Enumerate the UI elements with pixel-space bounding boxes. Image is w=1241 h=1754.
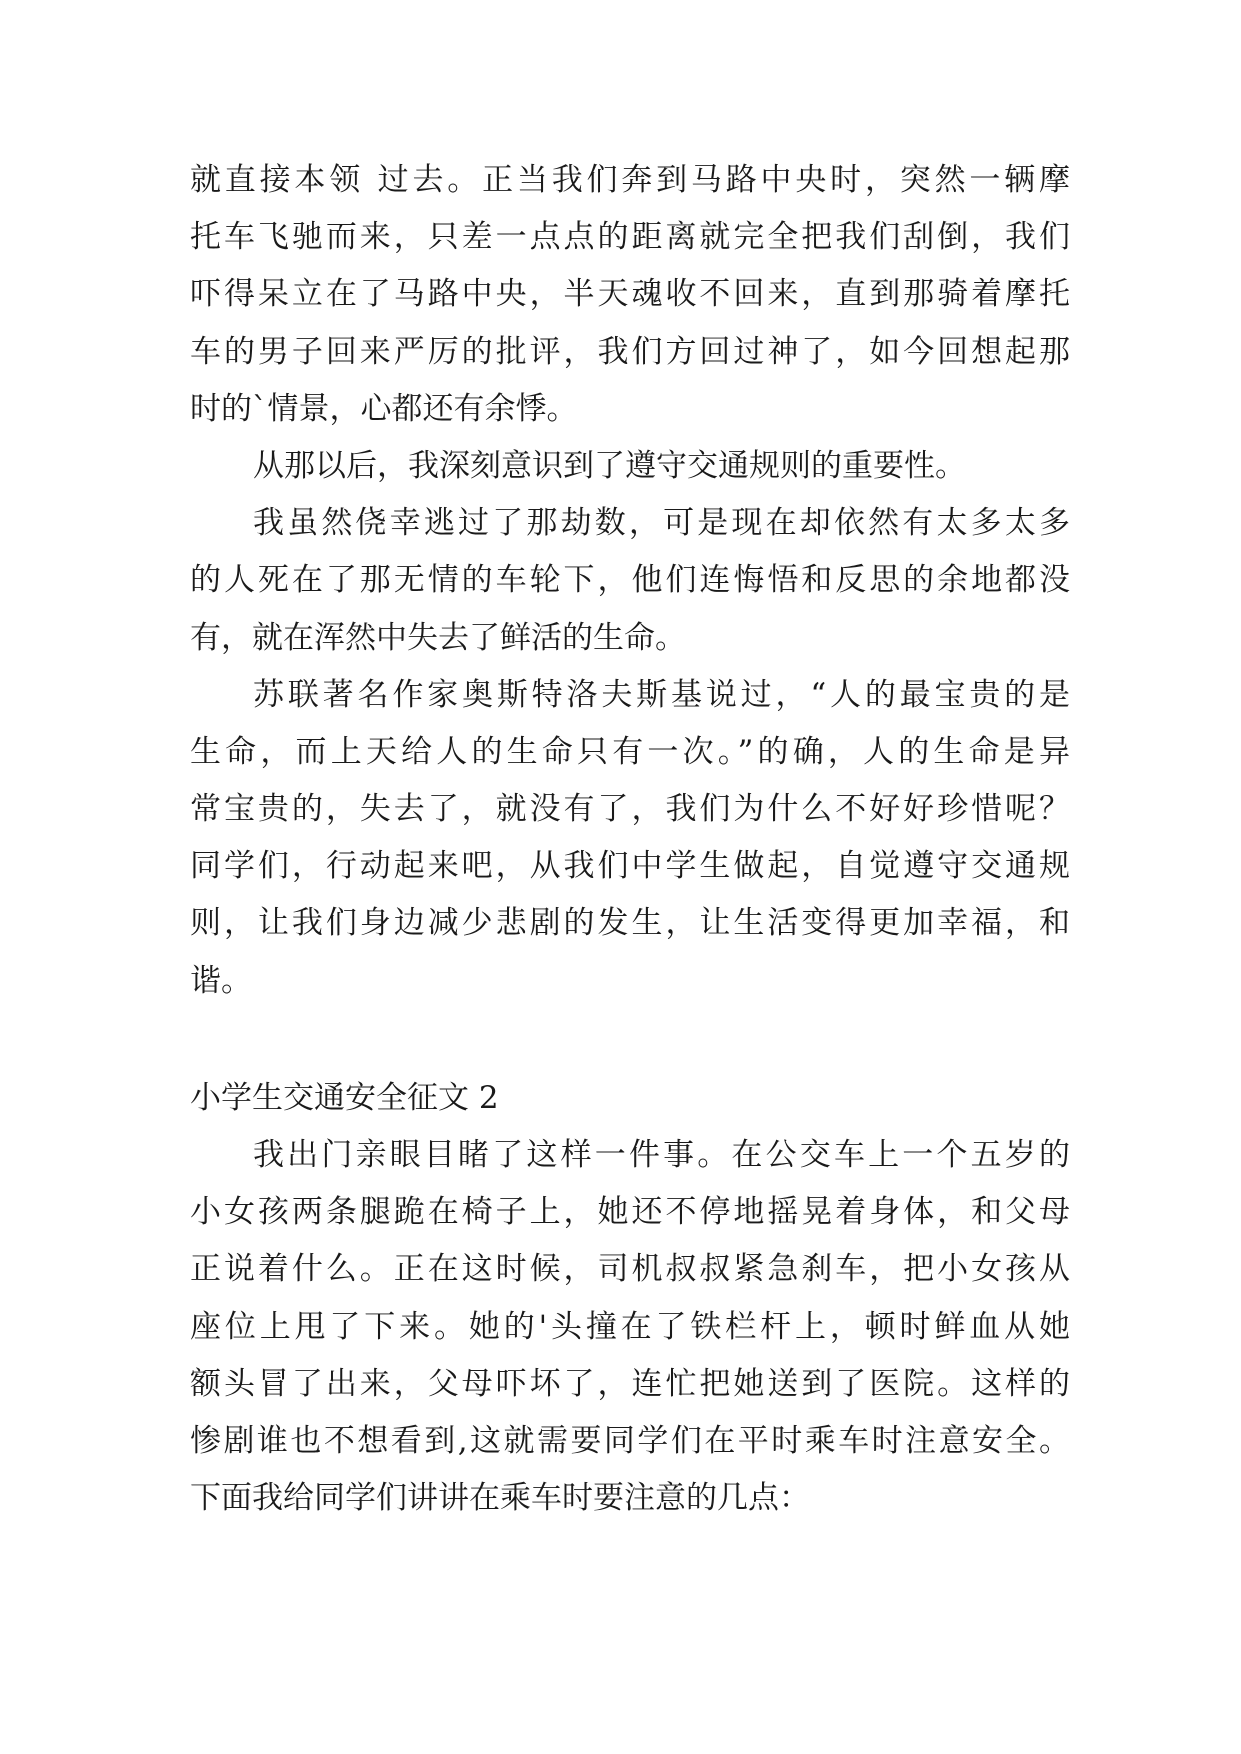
text-line: 谐。 (190, 962, 252, 999)
text-line: 我虽然侥幸逃过了那劫数，可是现在却依然有太多太多 (253, 505, 1070, 542)
text-line: 则，让我们身边减少悲剧的发生，让生活变得更加幸福，和 (190, 905, 1070, 942)
text-line: 我出门亲眼目睹了这样一件事。在公交车上一个五岁的 (253, 1137, 1070, 1173)
text-line: 下面我给同学们讲讲在乘车时要注意的几点： (190, 1480, 810, 1517)
text-line: 额头冒了出来，父母吓坏了，连忙把她送到了医院。这样的 (190, 1365, 1070, 1402)
text-line: 从那以后，我深刻意识到了遵守交通规则的重要性。 (253, 447, 966, 484)
article-body (190, 152, 1070, 1527)
text-line: 吓得呆立在了马路中央，半天魂收不回来，直到那骑着摩托 (190, 276, 1070, 313)
text-line: 常宝贵的，失去了，就没有了，我们为什么不好好珍惜呢？ (190, 791, 1070, 828)
text-line: 惨剧谁也不想看到,这就需要同学们在平时乘车时注意安全。 (190, 1422, 1070, 1459)
text-line: 就直接本领 过去。正当我们奔到马路中央时，突然一辆摩 (190, 162, 1070, 198)
section-heading: 小学生交通安全征文 2 (190, 1079, 499, 1116)
text-line: 正说着什么。正在这时候，司机叔叔紧急刹车，把小女孩从 (190, 1251, 1070, 1288)
text-line: 车的男子回来严厉的批评，我们方回过神了，如今回想起那 (190, 333, 1070, 370)
text-line: 生命，而上天给人的生命只有一次。”的确，人的生命是异 (190, 733, 1070, 770)
text-line: 同学们，行动起来吧，从我们中学生做起，自觉遵守交通规 (190, 848, 1070, 885)
text-line: 的人死在了那无情的车轮下，他们连悔悟和反思的余地都没 (190, 562, 1070, 599)
text-line: 有，就在浑然中失去了鲜活的生命。 (190, 619, 686, 656)
text-line: 苏联著名作家奥斯特洛夫斯基说过，“人的最宝贵的是 (253, 676, 1070, 713)
text-line: 小女孩两条腿跪在椅子上，她还不停地摇晃着身体，和父母 (190, 1194, 1070, 1231)
paragraph-gap (190, 1010, 1070, 1070)
text-line: 时的`情景，心都还有余悸。 (190, 390, 578, 427)
text-line: 座位上甩了下来。她的'头撞在了铁栏杆上，顿时鲜血从她 (190, 1308, 1070, 1345)
text-line: 托车飞驰而来，只差一点点的距离就完全把我们刮倒，我们 (190, 219, 1070, 256)
